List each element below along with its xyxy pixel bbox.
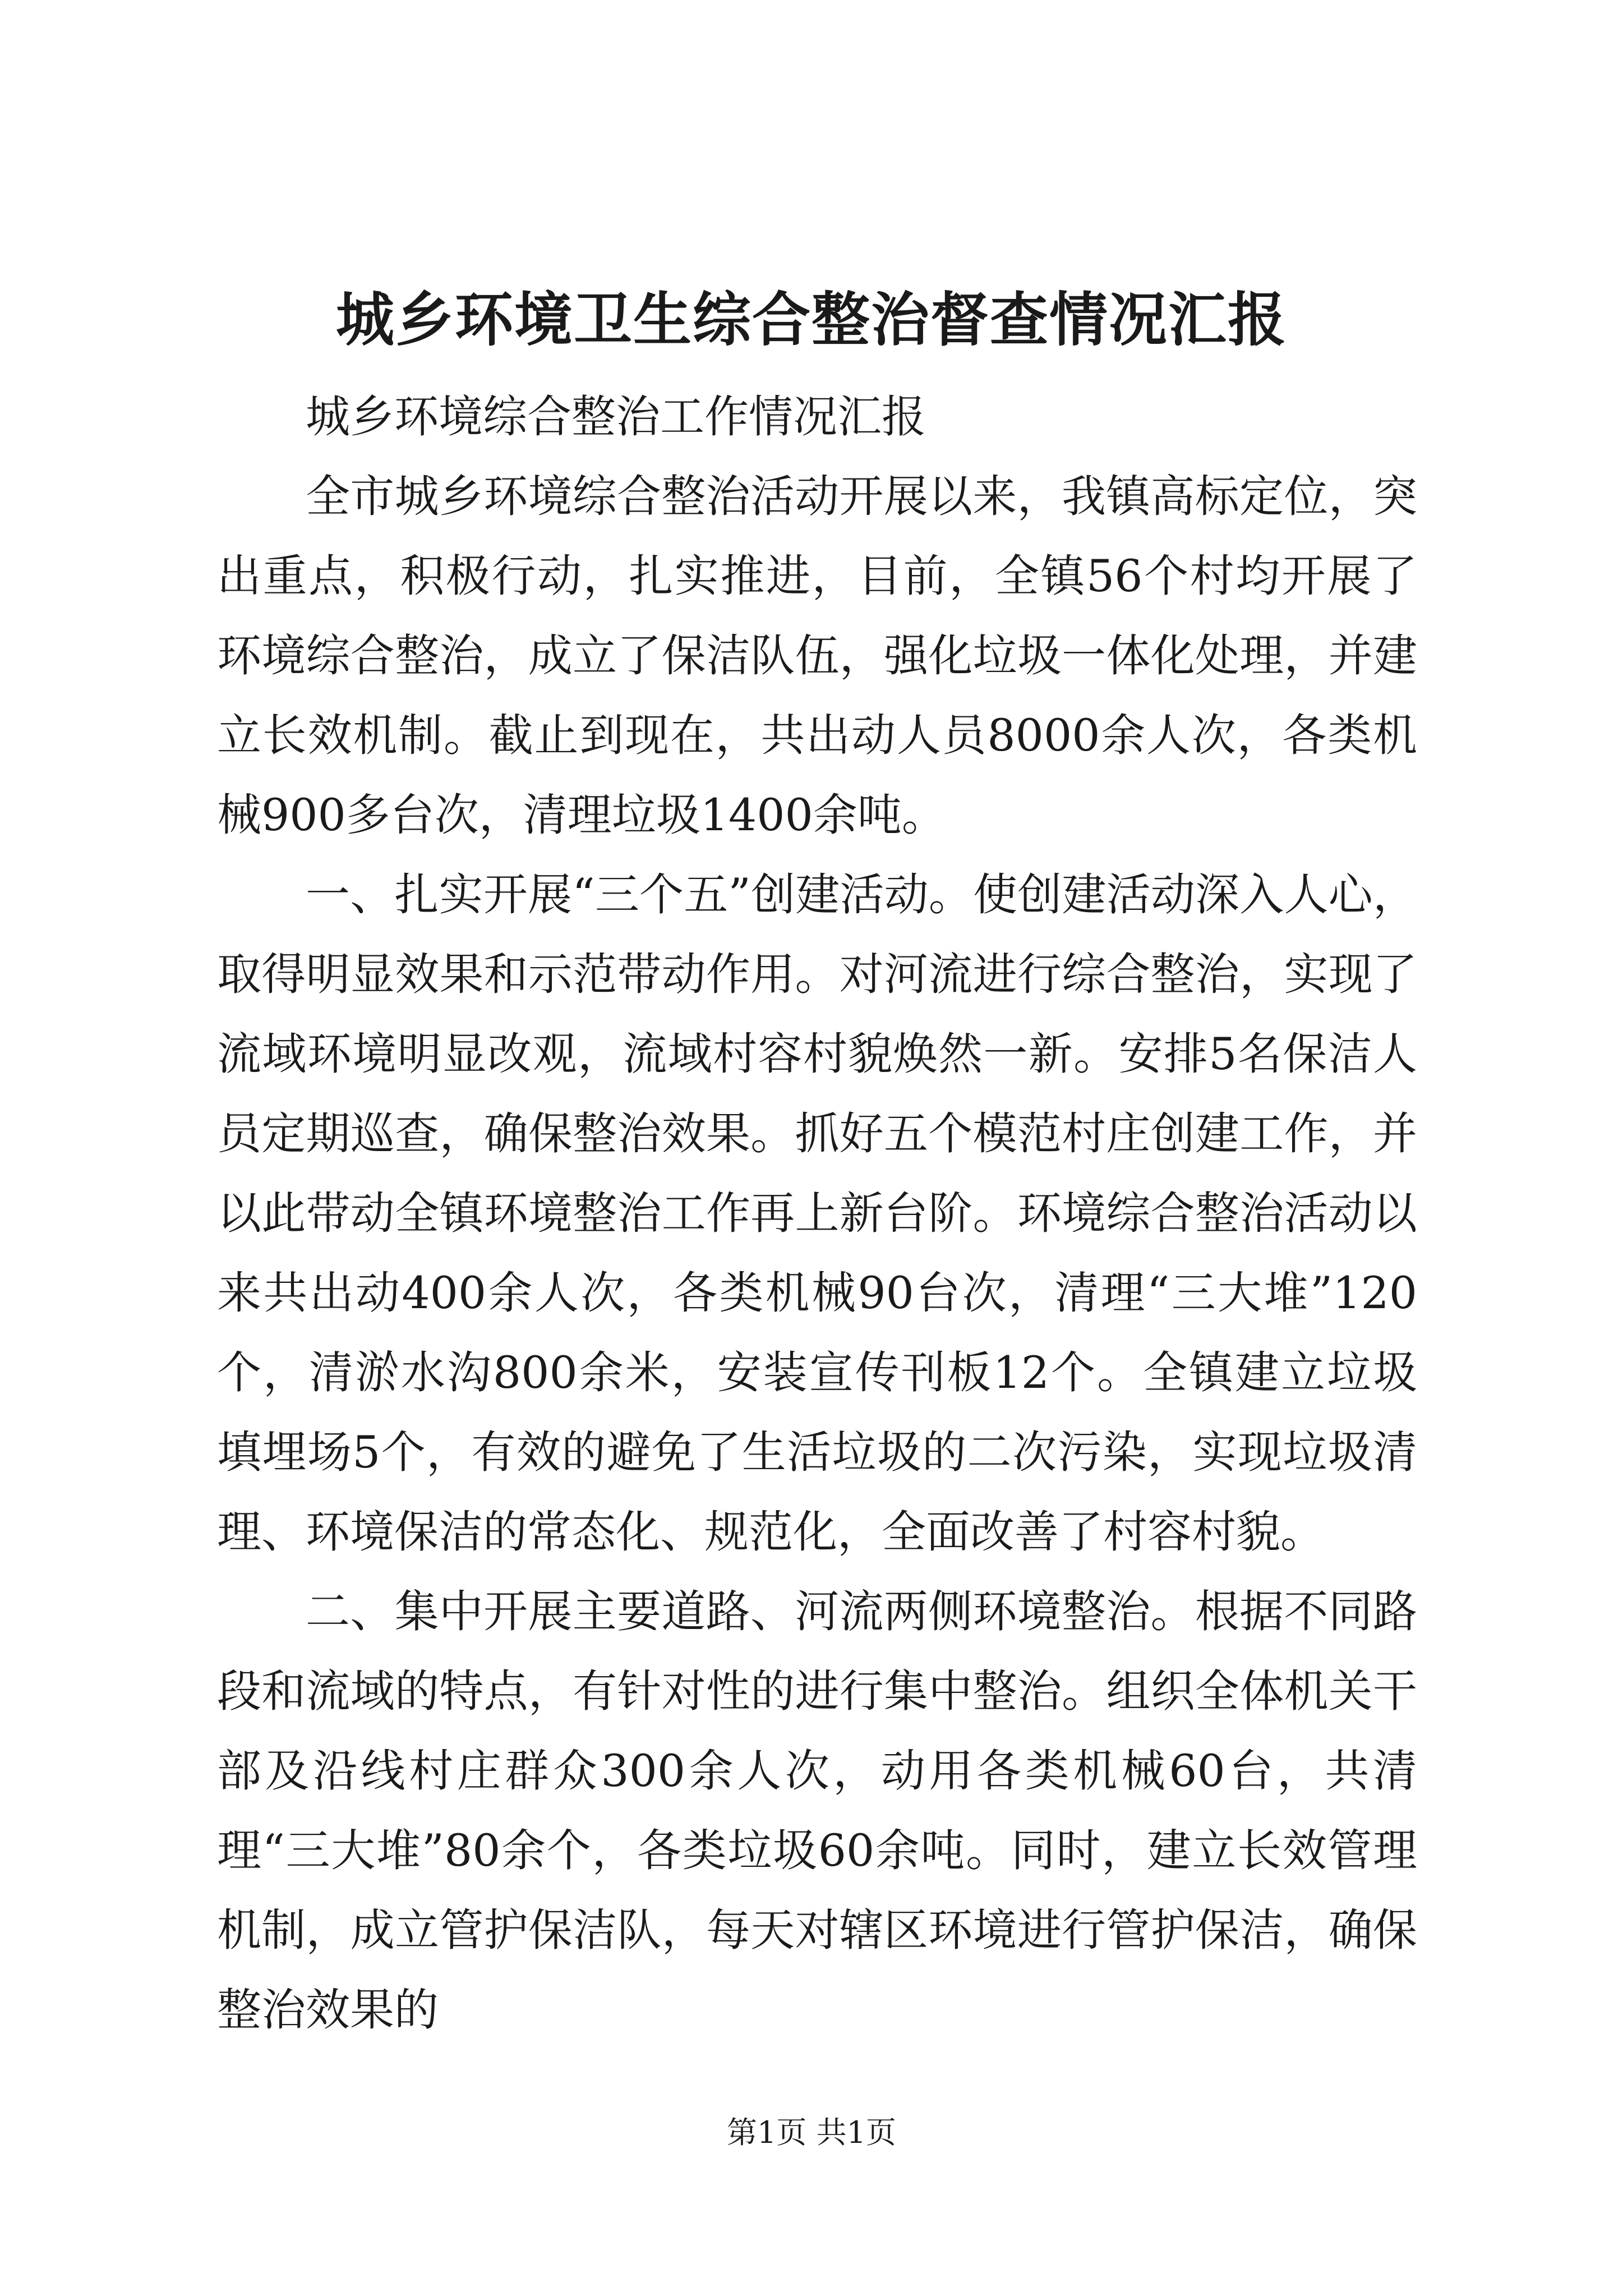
paragraph-intro: 全市城乡环境综合整治活动开展以来，我镇高标定位，突出重点，积极行动，扎实推进，目前，全镇56个村均开展了环境综合整治，成立了保洁队伍，强化垃圾一体化处理，并建立长效机制。截止到现在，共出动人员8000余人次，各类机械900多台次，清理垃圾1400余吨。 — [217, 471, 1417, 841]
page-footer: 第1页 共1页 — [727, 2115, 896, 2150]
document-title: 城乡环境卫生综合整治督查情况汇报 — [335, 285, 1287, 354]
paragraph-section-1: 一、扎实开展“三个五”创建活动。使创建活动深入人心，取得明显效果和示范带动作用。对河流进行综合整治，实现了流域环境明显改观，流域村容村貌焕然一新。安排5名保洁人员定期巡查，确保整治效果。抓好五个模范村庄创建工作，并以此带动全镇环境整治工作再上新台阶。环境综合整治活动以来共出动400余人次，各类机械90台次，清理“三大堆”120个，清淤水沟800余米，安装宣传刊板12个。全镇建立垃圾填埋场5个，有效的避免了生活垃圾的二次污染，实现垃圾清理、环境保洁的常态化、规范化，全面改善了村容村貌。 — [217, 869, 1417, 1558]
paragraph-section-2: 二、集中开展主要道路、河流两侧环境整治。根据不同路段和流域的特点，有针对性的进行集中整治。组织全体机关干部及沿线村庄群众300余人次，动用各类机械60台，共清理“三大堆”80余个，各类垃圾60余吨。同时，建立长效管理机制，成立管护保洁队，每天对辖区环境进行管护保洁，确保整治效果的 — [217, 1586, 1417, 2036]
document-subtitle: 城乡环境综合整治工作情况汇报 — [306, 391, 926, 443]
document-body — [217, 377, 1417, 2050]
